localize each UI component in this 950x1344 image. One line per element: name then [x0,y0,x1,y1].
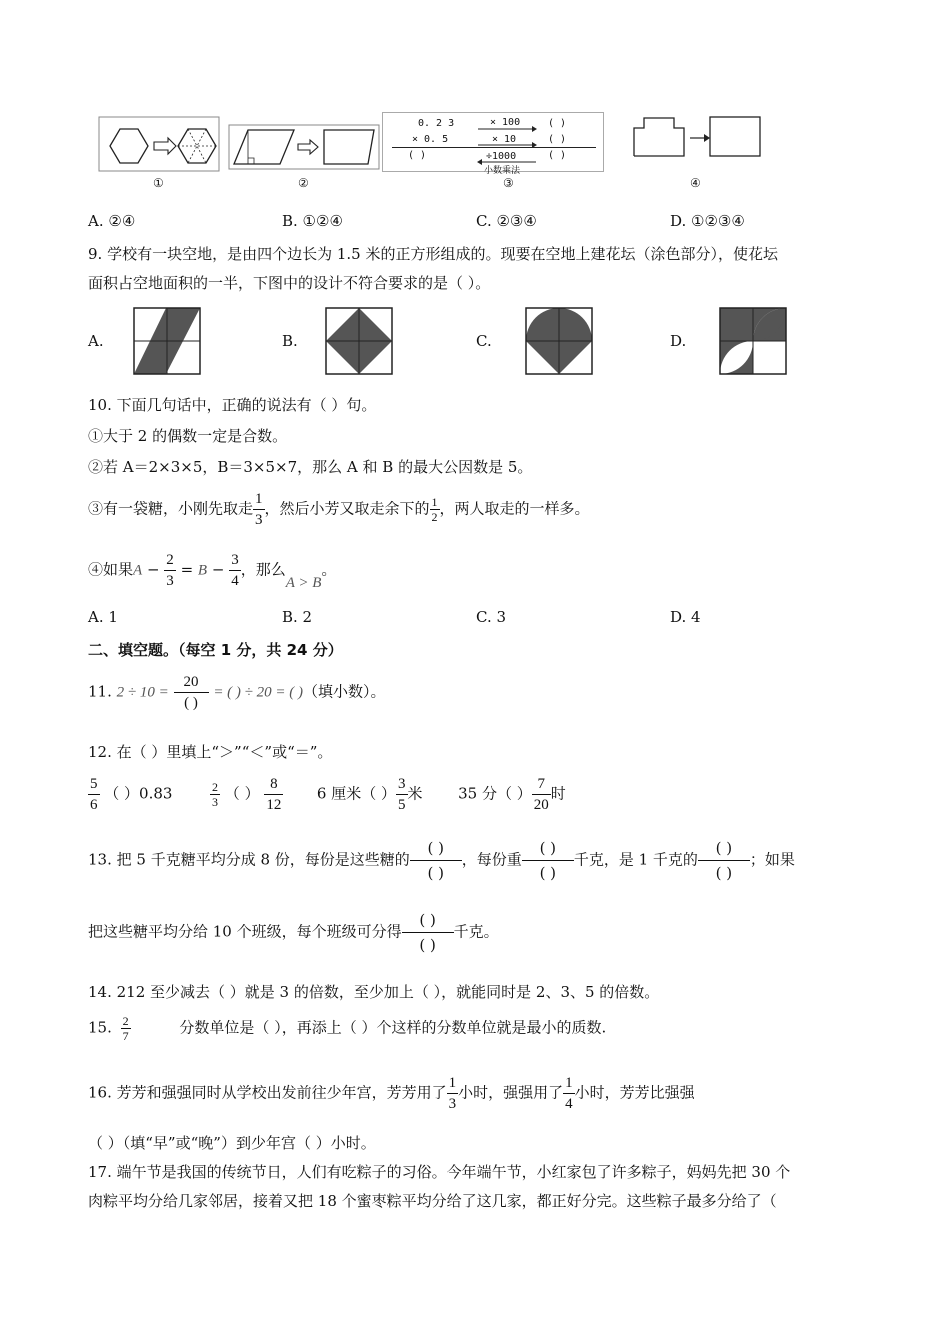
q9-design-d [719,307,787,379]
q9-stem-line1: 9. 学校有一块空地，是由四个边长为 1.5 米的正方形组成的。现要在空地上建花坛（涂色部分），使花坛 [88,245,778,263]
q12-blank-3[interactable]: 6 厘米（ ） [316,784,397,803]
q8-label-4: ④ [690,176,701,190]
fraction-one-third: $\frac{1}{3}$ [255,491,263,528]
q9-stem-line2: 面积占空地面积的一半，下图中的设计不符合要求的是（ ）。 [88,274,491,292]
q9-design-a [133,307,201,379]
fraction-two-thirds: $\frac{2}{3}$ [166,552,174,589]
q12-comparisons: $\frac{5}{6}$ （ ）0.83 $\frac{2}{3}$ （ ） $\frac{8}{12}$ 6 厘米（ ） $\frac{3}{5}$ 米 35 分（ ） $\frac{7}{20}$ 时 [90,776,566,813]
fig3-col-c-1: ( ) [548,118,567,129]
q14: 14. 212 至少减去（ ）就是 3 的倍数，至少加上（ ），就能同时是 2、3、5 的倍数。 [88,983,660,1001]
q10-statement-4: ④如果A − $\frac{2}{3}$ = B − $\frac{3}{4}$ ，那么A > B。 [88,552,337,591]
q12-fraction-3-5: $\frac{3}{5}$ [398,776,406,813]
q13-blank-fraction-2[interactable]: ( ) ( ) [522,836,574,885]
q10-statement-2: ②若 A＝2×3×5，B＝3×5×7，那么 A 和 B 的最大公因数是 5。 [88,458,533,476]
q12-blank-4[interactable]: 35 分（ ） [458,784,532,803]
q9-option-b[interactable]: B. [282,332,298,350]
q13-line2: 把这些糖平均分给 10 个班级，每个班级可分得 ( ) ( ) 千克。 [88,908,499,957]
fig3-col-a-1: 0. 2 3 [418,118,455,129]
q8-figure-4 [630,114,764,162]
q9-option-a[interactable]: A. [88,332,104,350]
q8-label-1: ① [153,176,164,190]
q13-blank-fraction-4[interactable]: ( ) ( ) [402,908,454,957]
q13-blank-fraction-1[interactable]: ( ) ( ) [410,836,462,885]
fig3-caption: 小数乘法 [484,166,521,176]
q12-fraction-5-6: $\frac{5}{6}$ [90,776,98,813]
q8-option-a[interactable]: A. ②④ [88,212,136,230]
q9-option-c[interactable]: C. [476,332,492,350]
q17-line1: 17. 端午节是我国的传统节日，人们有吃粽子的习俗。今年端午节，小红家包了许多粽子，妈妈先把 30 个 [88,1163,791,1181]
q10-option-b[interactable]: B. 2 [282,608,313,626]
section-2-heading: 二、填空题。（每空 1 分，共 24 分） [88,641,343,659]
q16-line1: 16. 芳芳和强强同时从学校出发前往少年宫，芳芳用了 $\frac{1}{3}$ 小时，强强用了 $\frac{1}{4}$ 小时，芳芳比强强 [88,1075,695,1112]
q16-fraction-1-3: $\frac{1}{3}$ [448,1075,457,1112]
fig3-op-1: × 100 [490,117,521,128]
q12-fraction-7-20: $\frac{7}{20}$ [533,776,549,813]
fig3-op-3: ÷1000 [486,151,517,162]
q12-stem: 12. 在（ ）里填上“＞”“＜”或“＝”。 [88,743,333,761]
q10-stem: 10. 下面几句话中，正确的说法有（ ）句。 [88,396,377,414]
fig3-col-c-2: ( ) [548,134,567,145]
q10-statement-3: ③有一袋糖，小刚先取走 $\frac{1}{3}$ ，然后小芳又取走余下的 $\frac{1}{2}$ ，两人取走的一样多。 [88,491,590,528]
q10-option-a[interactable]: A. 1 [88,608,118,626]
q12-fraction-8-12: $\frac{8}{12}$ [266,776,282,813]
q8-figure-2 [228,124,380,170]
q8-label-3: ③ [503,176,514,190]
q8-option-c[interactable]: C. ②③④ [476,212,537,230]
q12-blank-2[interactable]: （ ） [224,784,260,803]
q8-label-2: ② [298,176,309,190]
fig3-col-a-2: × 0. 5 [412,134,449,145]
fraction-one-half: $\frac{1}{2}$ [431,495,438,524]
q9-design-b [325,307,393,379]
q8-option-b[interactable]: B. ①②④ [282,212,343,230]
fig3-col-c-3: ( ) [548,150,567,161]
q9-design-c [525,307,593,379]
q10-statement-1: ①大于 2 的偶数一定是合数。 [88,427,288,445]
q9-option-d[interactable]: D. [670,332,687,350]
q11: 11. 2 ÷ 10 = $\frac{20}{( )}$ = ( ) ÷ 20 = ( )（填小数）。 [88,674,386,711]
q12-blank-1[interactable]: （ ）0.83 [104,784,173,803]
q10-option-c[interactable]: C. 3 [476,608,507,626]
q17-line2: 肉粽平均分给几家邻居，接着又把 18 个蜜枣粽平均分给了这几家，都正好分完。这些粽子最多分给了（ [88,1192,777,1210]
q8-figure-3 [382,112,604,174]
q13-line1: 13. 把 5 千克糖平均分成 8 份，每份是这些糖的 ( ) ( ) ，每份重 ( ) ( ) 千克，是 1 千克的 ( ) ( ) ；如果 [88,836,795,885]
q16-fraction-1-4: $\frac{1}{4}$ [565,1075,573,1112]
q13-blank-fraction-3[interactable]: ( ) ( ) [698,836,750,885]
q15-fraction-2-7: $\frac{2}{7}$ [122,1014,129,1043]
fig3-col-a-3: ( ) [408,150,427,161]
q16-line2: （ ）（填“早”或“晚”）到少年宫（ ）小时。 [88,1134,376,1152]
q10-option-d[interactable]: D. 4 [670,608,701,626]
fraction-three-fourths: $\frac{3}{4}$ [231,552,239,589]
q12-fraction-2-3: $\frac{2}{3}$ [212,780,219,809]
q8-option-d[interactable]: D. ①②③④ [670,212,745,230]
q8-figure-1 [98,116,220,172]
fig3-op-2: × 10 [492,134,517,145]
q11-fraction: $\frac{20}{( )}$ [174,672,209,713]
q15: 15. $\frac{2}{7}$ 分数单位是（ ），再添上（ ）个这样的分数单位就是最小的质数. [88,1014,607,1043]
